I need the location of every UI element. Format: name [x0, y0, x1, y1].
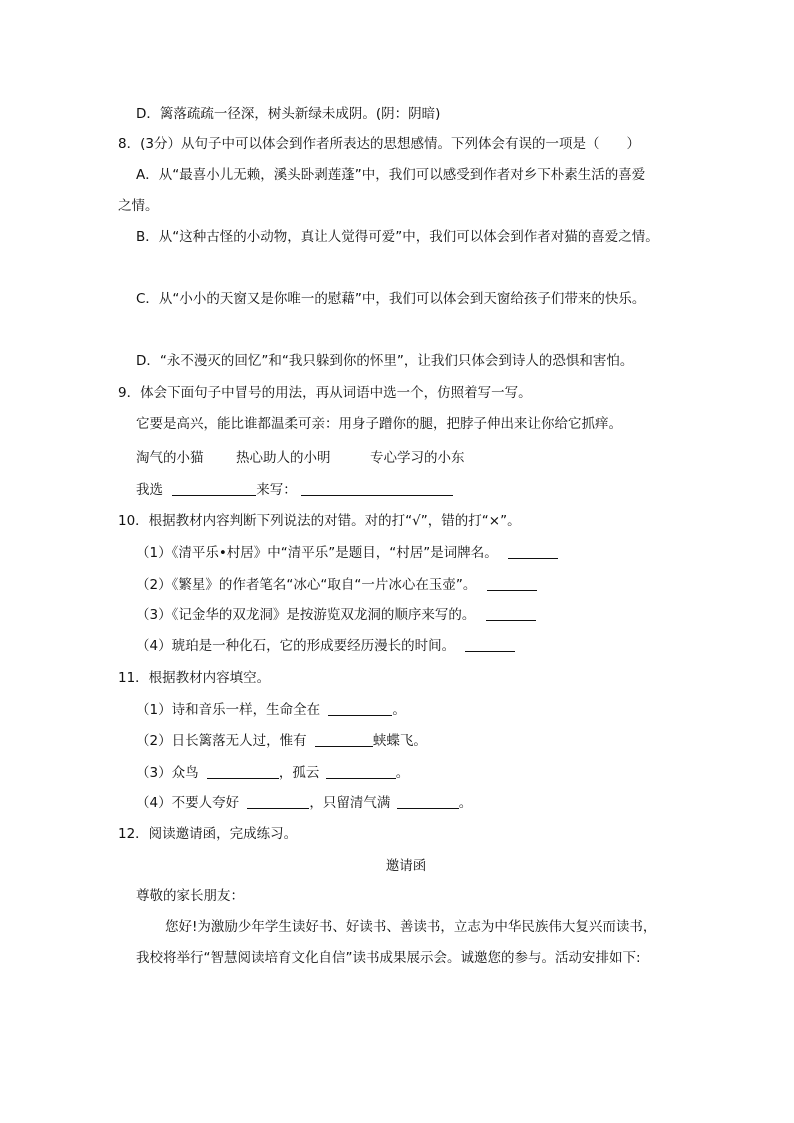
- q12-stem: 12．阅读邀请函，完成练习。: [118, 826, 298, 842]
- q11-item-3-blank-2[interactable]: [326, 765, 396, 779]
- q8-option-a: A．从“最喜小儿无赖，溪头卧剥莲蓬”中，我们可以感受到作者对乡下朴素生活的喜爱: [136, 167, 646, 183]
- q11-item-1-blank[interactable]: [328, 702, 392, 716]
- q10-item-1: [136, 544, 558, 562]
- q8-option-d: D．“永不漫灭的回忆”和“我只躲到你的怀里”，让我们只体会到诗人的恐惧和害怕。: [136, 353, 634, 369]
- q11-item-1-text-a: （1）诗和音乐一样，生命全在: [136, 702, 321, 718]
- q10-item-2: [136, 576, 537, 594]
- q10-item-1-blank[interactable]: [508, 545, 558, 559]
- q10-stem: 10．根据教材内容判断下列说法的对错。对的打“√”，错的打“×”。: [118, 513, 521, 529]
- q8-option-a-continued: 之情。: [118, 198, 159, 214]
- q9-word-1: 淘气的小猫: [136, 450, 204, 466]
- q8-option-c: C．从“小小的天窗又是你唯一的慰藉”中，我们可以体会到天窗给孩子们带来的快乐。: [136, 291, 646, 307]
- q9-example-sentence: 它要是高兴，能比谁都温柔可亲：用身子蹭你的腿，把脖子伸出来让你给它抓痒。: [136, 416, 622, 432]
- q10-item-1-text: （1）《清平乐•村居》中“清平乐”是题目，“村居”是词牌名。: [136, 545, 498, 561]
- invitation-title: 邀请函: [385, 858, 427, 874]
- q10-item-3-blank[interactable]: [486, 607, 536, 621]
- q9-choose-label: 我选: [136, 482, 163, 498]
- q9-word-3: 专心学习的小东: [370, 450, 465, 466]
- q9-write-label: 来写：: [256, 482, 297, 498]
- q11-stem: 11．根据教材内容填空。: [118, 670, 271, 686]
- q10-item-2-blank[interactable]: [487, 577, 537, 591]
- q11-item-2-text-b: 蛱蝶飞。: [372, 733, 427, 749]
- q10-item-2-text: （2）《繁星》的作者笔名“冰心“取自“一片冰心在玉壶”。: [136, 577, 477, 593]
- q11-item-2-blank[interactable]: [315, 733, 373, 747]
- q10-item-4-blank[interactable]: [465, 638, 515, 652]
- invitation-body-line-1: 您好!为激励少年学生读好书、好读书、善读书，立志为中华民族伟大复兴而读书，: [165, 919, 657, 935]
- q9-choose-blank[interactable]: [172, 482, 256, 496]
- q7-option-d: D．篱落疏疏一径深，树头新绿未成阴。(阴：阴暗): [136, 106, 441, 122]
- q9-answer-line: [136, 481, 453, 499]
- q10-item-4-text: （4）琥珀是一种化石，它的形成要经历漫长的时间。: [136, 638, 456, 654]
- q11-item-4: [136, 794, 472, 812]
- q11-item-4-text-b: ，只留清气满: [309, 795, 391, 811]
- q11-item-2-text-a: （2）日长篱落无人过，惟有: [136, 733, 307, 749]
- q11-item-3-text-c: 。: [395, 765, 410, 781]
- q11-item-1-text-b: 。: [392, 702, 406, 718]
- q11-item-3-blank-1[interactable]: [207, 765, 279, 779]
- q9-stem: 9．体会下面句子中冒号的用法，再从词语中选一个，仿照着写一写。: [118, 385, 532, 401]
- q10-item-3: [136, 606, 536, 624]
- q9-write-blank[interactable]: [301, 482, 453, 496]
- q8-stem: 8．(3分）从句子中可以体会到作者所表达的思想感情。下列体会有误的一项是（ ）: [118, 136, 640, 152]
- q11-item-4-text-a: （4）不要人夸好: [136, 795, 240, 811]
- q11-item-4-text-c: 。: [458, 795, 473, 811]
- invitation-body-line-2: 我校将举行“智慧阅读培育文化自信”读书成果展示会。诚邀您的参与。活动安排如下:: [136, 950, 641, 966]
- q8-option-b: B．从“这种古怪的小动物，真让人觉得可爱”中，我们可以体会到作者对猫的喜爱之情。: [136, 229, 659, 245]
- q11-item-1: [136, 701, 406, 719]
- q9-word-2: 热心助人的小明: [236, 450, 331, 466]
- q11-item-2: [136, 732, 427, 750]
- q10-item-3-text: （3）《记金华的双龙洞》是按游览双龙洞的顺序来写的。: [136, 607, 476, 623]
- invitation-salutation: 尊敬的家长朋友：: [136, 888, 244, 904]
- q11-item-3-text-b: ，孤云: [278, 765, 320, 781]
- q11-item-3: [136, 764, 409, 782]
- q11-item-4-blank-1[interactable]: [247, 795, 309, 809]
- q11-item-4-blank-2[interactable]: [397, 795, 459, 809]
- q11-item-3-text-a: （3）众鸟: [136, 765, 199, 781]
- q10-item-4: [136, 637, 515, 655]
